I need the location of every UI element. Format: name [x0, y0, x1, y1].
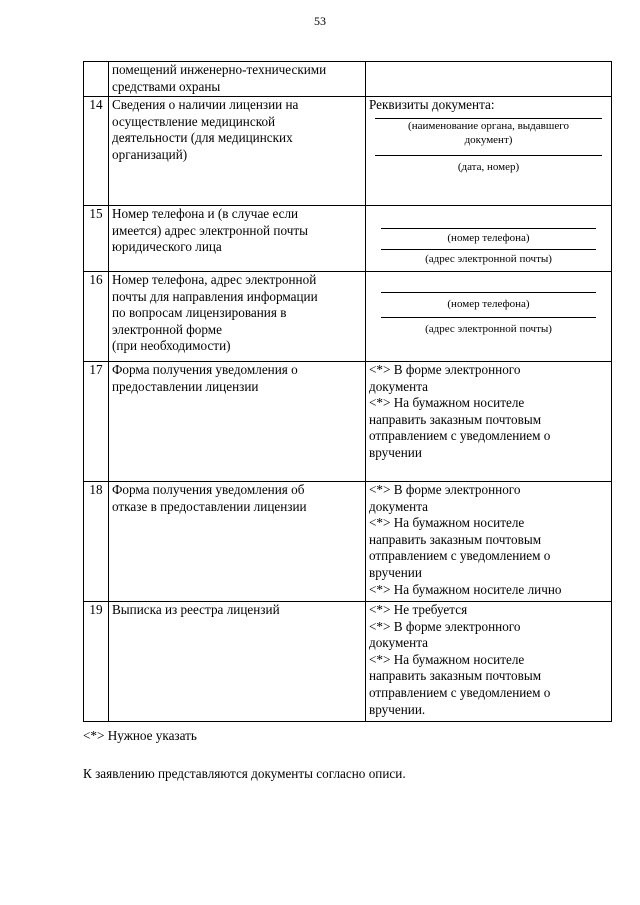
row-number: 17 — [84, 362, 109, 482]
field-caption: (адрес электронной почты) — [425, 323, 552, 335]
label-line: электронной форме — [112, 321, 222, 337]
option-line: направить заказным почтовым — [369, 668, 542, 684]
option-line: документа — [369, 498, 428, 514]
label-line: имеется) адрес электронной почты — [112, 222, 308, 238]
label-line: деятельности (для медицинских — [112, 130, 293, 146]
table-row — [84, 602, 612, 722]
row-value — [366, 62, 612, 97]
row-number: 18 — [84, 482, 109, 602]
option-line: <*> На бумажном носителе лично — [369, 581, 562, 597]
field-caption: (дата, номер) — [457, 160, 520, 173]
option-line: <*> На бумажном носителе — [369, 395, 525, 411]
field-caption: (адрес электронной почты) — [425, 253, 552, 265]
option-line: документа — [369, 378, 428, 394]
label-line: юридического лица — [112, 239, 222, 255]
option-line: <*> Не требуется — [369, 602, 468, 617]
field-caption: (номер телефона) — [447, 232, 530, 244]
fill-in-line — [375, 155, 602, 156]
row-number: 19 — [84, 602, 109, 722]
row-value — [366, 206, 612, 272]
table-row — [84, 482, 612, 602]
option-line: <*> На бумажном носителе — [369, 651, 525, 667]
row-label — [109, 206, 366, 272]
option-line: отправлением с уведомлением о — [369, 548, 551, 564]
label-line: организаций) — [112, 146, 188, 162]
row-number: 16 — [84, 272, 109, 362]
row-value — [366, 362, 612, 482]
option-line: <*> На бумажном носителе — [369, 515, 525, 531]
label-line: почты для направления информации — [112, 288, 318, 304]
option-line: вручении — [369, 564, 422, 580]
row-number: 14 — [84, 97, 109, 206]
option-line: вручении — [369, 444, 422, 460]
table-row — [84, 62, 612, 97]
table-row — [84, 97, 612, 206]
row-value — [366, 482, 612, 602]
row-label — [109, 362, 366, 482]
footnote: <*> Нужное указать — [83, 728, 197, 743]
option-line: документа — [369, 635, 428, 651]
option-line: вручении. — [369, 701, 426, 717]
fill-in-line — [381, 249, 596, 250]
row-number — [84, 62, 109, 97]
label-line: Номер телефона и (в случае если — [112, 206, 299, 221]
label-line: Форма получения уведомления о — [112, 362, 298, 377]
option-line: направить заказным почтовым — [369, 411, 542, 427]
row-label — [109, 482, 366, 602]
option-line: отправлением с уведомлением о — [369, 684, 551, 700]
label-line: предоставлении лицензии — [112, 378, 259, 394]
label-line: помещений инженерно-техническими — [112, 62, 327, 77]
row-value — [366, 602, 612, 722]
application-form-table — [83, 61, 612, 722]
fill-in-line — [381, 228, 596, 229]
row-number: 15 — [84, 206, 109, 272]
label-line: по вопросам лицензирования в — [112, 305, 287, 321]
field-caption: (номер телефона) — [447, 298, 530, 310]
label-line: осуществление медицинской — [112, 113, 276, 129]
table-row — [84, 272, 612, 362]
option-line: <*> В форме электронного — [369, 618, 521, 634]
label-line: отказе в предоставлении лицензии — [112, 498, 307, 514]
closing-statement: К заявлению представляются документы согласно описи. — [83, 766, 406, 781]
table-row — [84, 206, 612, 272]
fill-in-line — [381, 317, 596, 318]
option-line: направить заказным почтовым — [369, 531, 542, 547]
label-line: средствами охраны — [112, 78, 221, 94]
fill-in-line — [381, 292, 596, 293]
page-number: 53 — [314, 14, 326, 28]
option-line: <*> В форме электронного — [369, 482, 521, 497]
option-line: <*> В форме электронного — [369, 362, 521, 377]
label-line: Выписка из реестра лицензий — [112, 602, 280, 617]
label-line: Форма получения уведомления об — [112, 482, 305, 497]
row-label — [109, 97, 366, 206]
field-caption: (наименование органа, выдавшего документ) — [408, 119, 569, 146]
row-value — [366, 97, 612, 206]
option-line: отправлением с уведомлением о — [369, 428, 551, 444]
row-label — [109, 272, 366, 362]
label-line: (при необходимости) — [112, 338, 231, 354]
row-label — [109, 62, 366, 97]
row-value — [366, 272, 612, 362]
row-label — [109, 602, 366, 722]
label-line: Номер телефона, адрес электронной — [112, 272, 317, 287]
label-line: Сведения о наличии лицензии на — [112, 97, 299, 112]
table-row — [84, 362, 612, 482]
document-details-title: Реквизиты документа: — [369, 97, 495, 112]
